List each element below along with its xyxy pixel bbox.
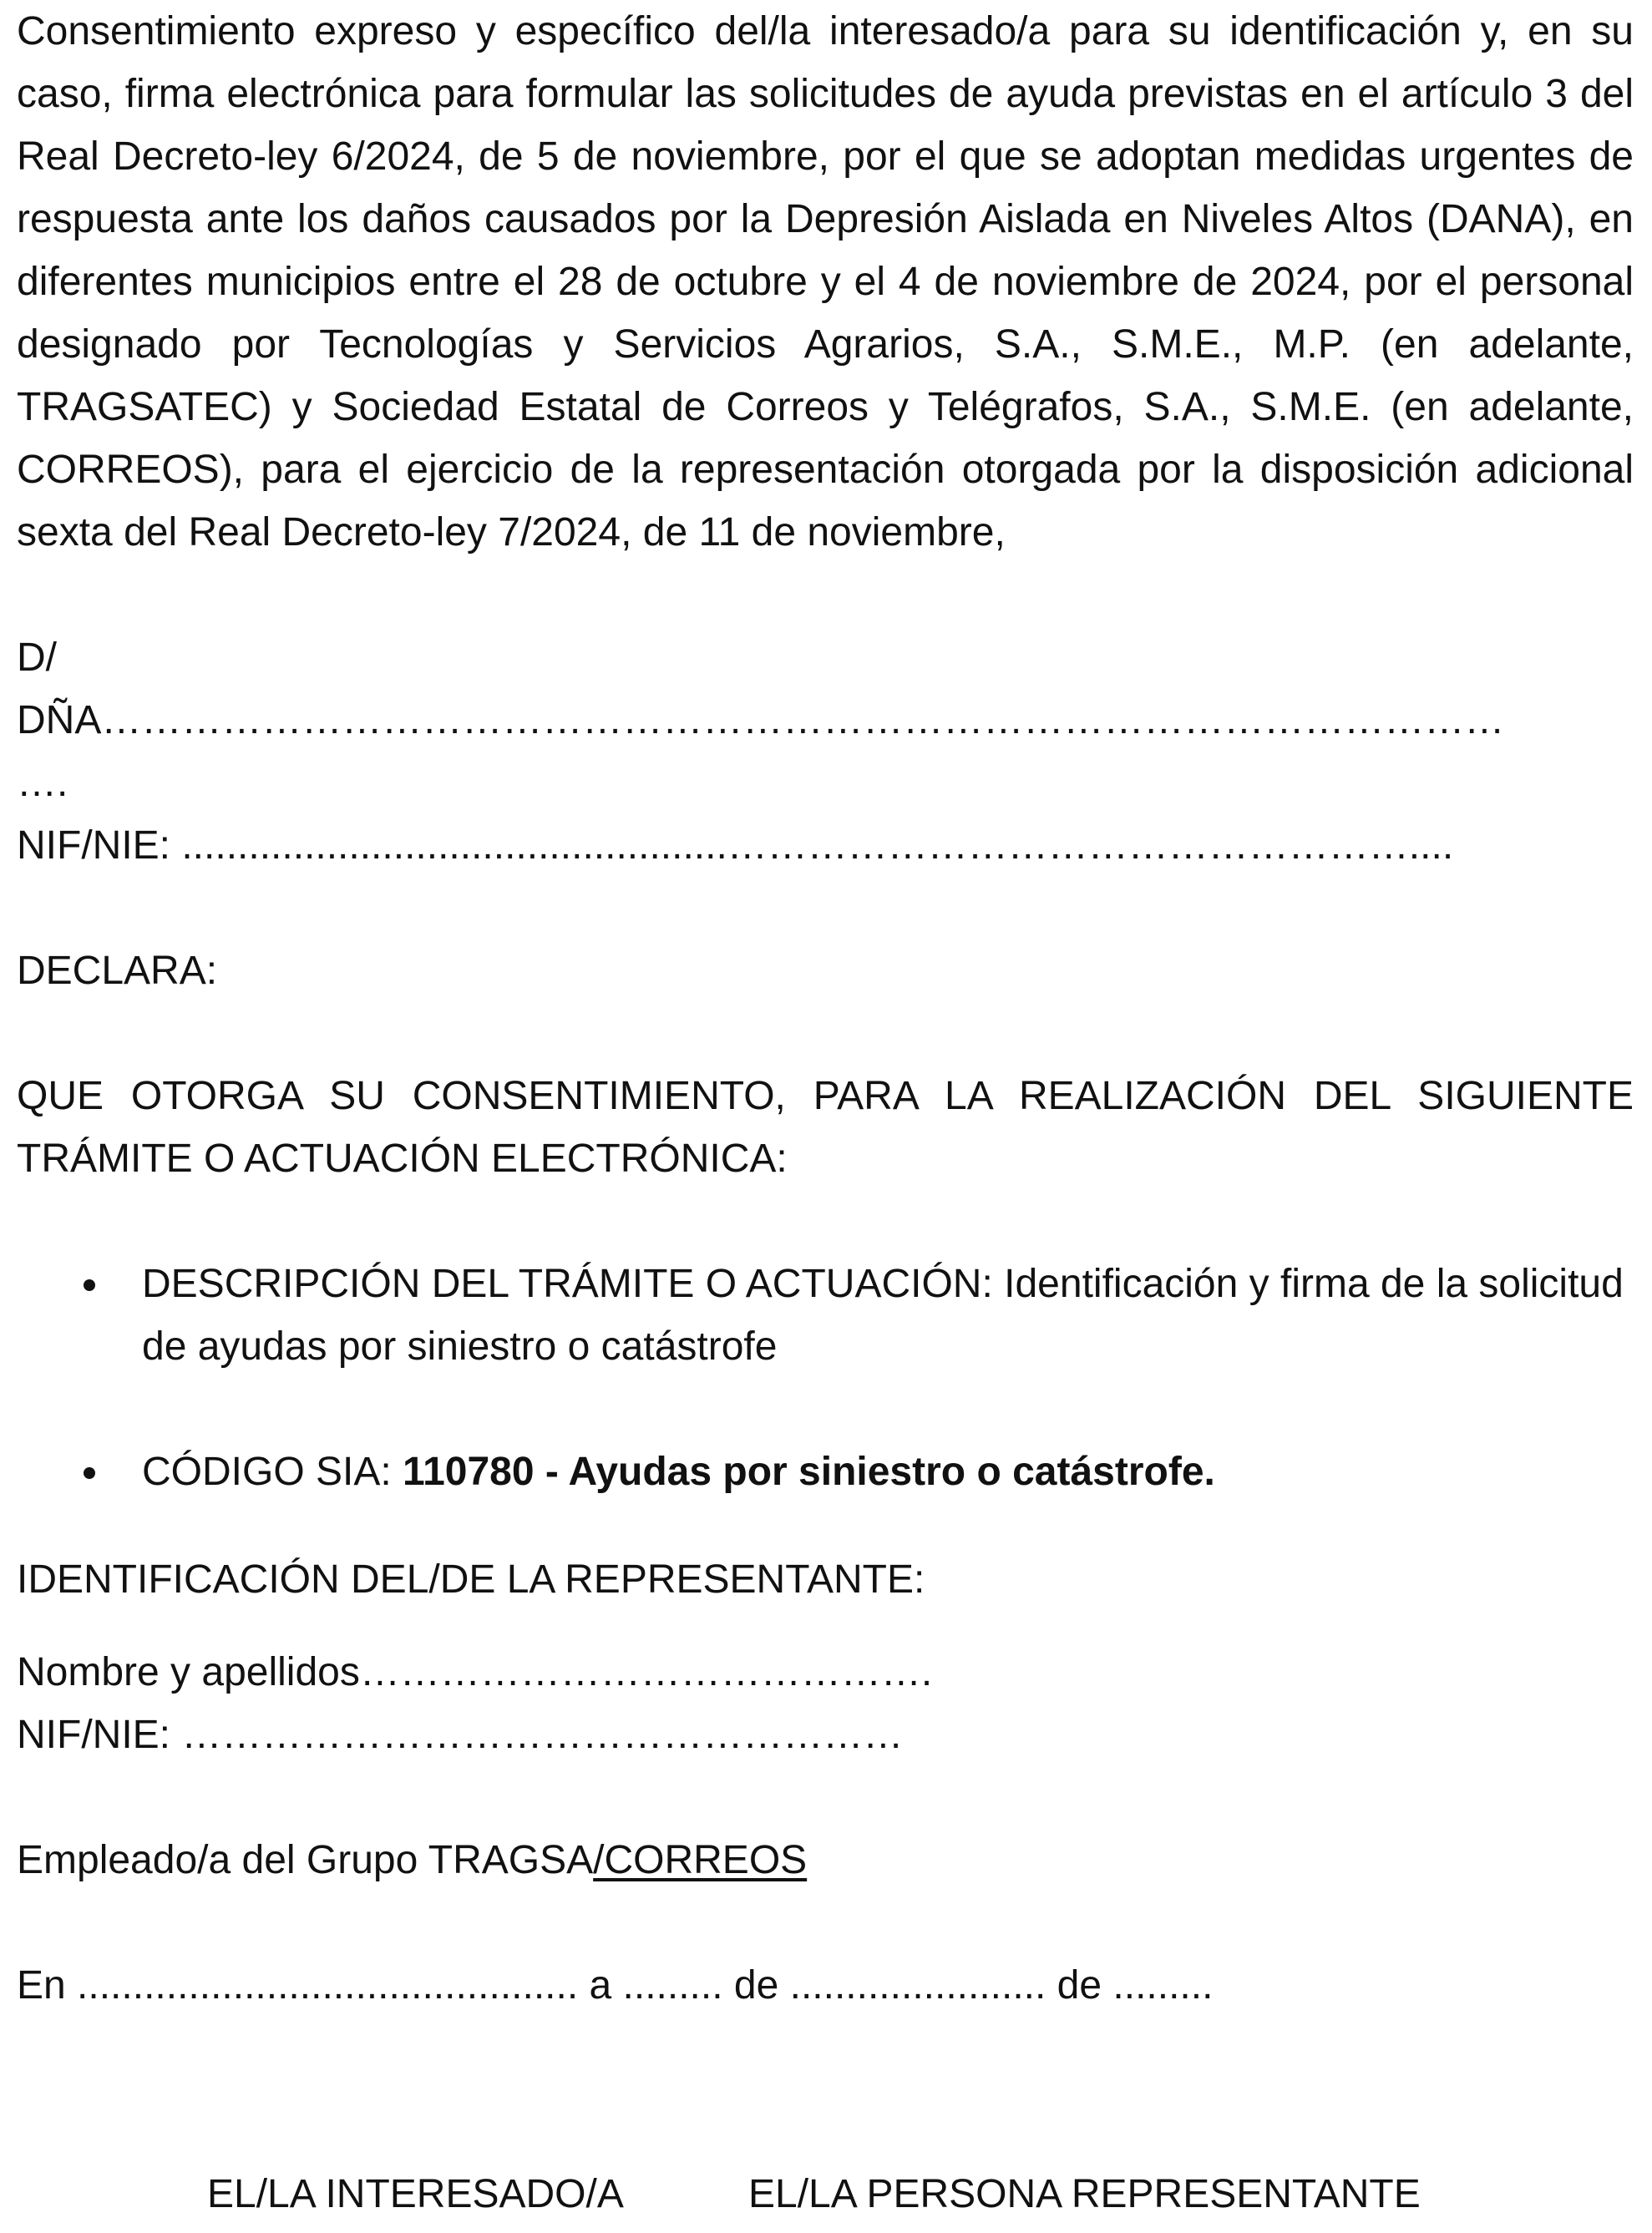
- dna-line: DÑA……………………………………………………………………………………………: [17, 698, 1505, 742]
- representative-fields: [17, 1641, 1634, 1766]
- interested-nif-line: NIF/NIE: .................................................……………………………………………....: [17, 823, 1454, 868]
- sia-code-value: 110780 - Ayudas por siniestro o catástrofe.: [403, 1450, 1215, 1494]
- dna-continuation: ….: [17, 761, 68, 805]
- procedure-list: [17, 1253, 1634, 1503]
- interested-party-block: [17, 626, 1634, 877]
- list-item: [17, 1441, 1634, 1503]
- employee-underlined: /CORREOS: [593, 1838, 808, 1882]
- intro-paragraph: Consentimiento expreso y específico del/la interesado/a para su identificación y, en su caso, firma electrónica para formular las solicitudes de ayuda previstas en el artículo 3 del Real Decreto-ley 6/2024, de 5 de noviembre, por el que se adoptan medidas urgentes de respuesta ante los daños causados por la Depresión Aislada en Niveles Altos (DANA), en diferentes municipios entre el 28 de octubre y el 4 de noviembre de 2024, por el personal designado por Tecnologías y Servicios Agrarios, S.A., S.M.E., M.P. (en adelante, TRAGSATEC) y Sociedad Estatal de Correos y Telégrafos, S.A., S.M.E. (en adelante, CORREOS), para el ejercicio de la representación otorgada por la disposición adicional sexta del Real Decreto-ley 7/2024, de 11 de noviembre,: [17, 9, 1634, 554]
- representative-nif-line: NIF/NIE: ………………………………………………: [17, 1713, 904, 1757]
- employee-line: [17, 1829, 1634, 1891]
- representative-heading: IDENTIFICACIÓN DEL/DE LA REPRESENTANTE:: [17, 1557, 925, 1602]
- date-place-line: En ............................................. a ......... de ....................... de .........: [17, 1963, 1214, 2008]
- representative-signature-label: EL/LA PERSONA REPRESENTANTE: [748, 2172, 1421, 2216]
- employee-prefix: Empleado/a del Grupo TRAGSA: [17, 1838, 594, 1882]
- sia-code-label: CÓDIGO SIA:: [142, 1450, 403, 1494]
- representative-name-line: Nombre y apellidos…………………………………….: [17, 1650, 933, 1694]
- d-label: D/: [17, 635, 57, 680]
- consent-statement: QUE OTORGA SU CONSENTIMIENTO, PARA LA REALIZACIÓN DEL SIGUIENTE TRÁMITE O ACTUACIÓN ELECTRÓNICA:: [17, 1074, 1634, 1181]
- interested-signature-label: EL/LA INTERESADO/A: [207, 2172, 624, 2216]
- procedure-description: DESCRIPCIÓN DEL TRÁMITE O ACTUACIÓN: Identificación y firma de la solicitud de ayudas por siniestro o catástrofe: [142, 1262, 1624, 1369]
- list-item: [17, 1253, 1634, 1378]
- consent-document: [17, 0, 1634, 2216]
- bullet-icon: [84, 1467, 95, 1479]
- declara-heading: DECLARA:: [17, 949, 218, 993]
- bullet-icon: [84, 1279, 95, 1291]
